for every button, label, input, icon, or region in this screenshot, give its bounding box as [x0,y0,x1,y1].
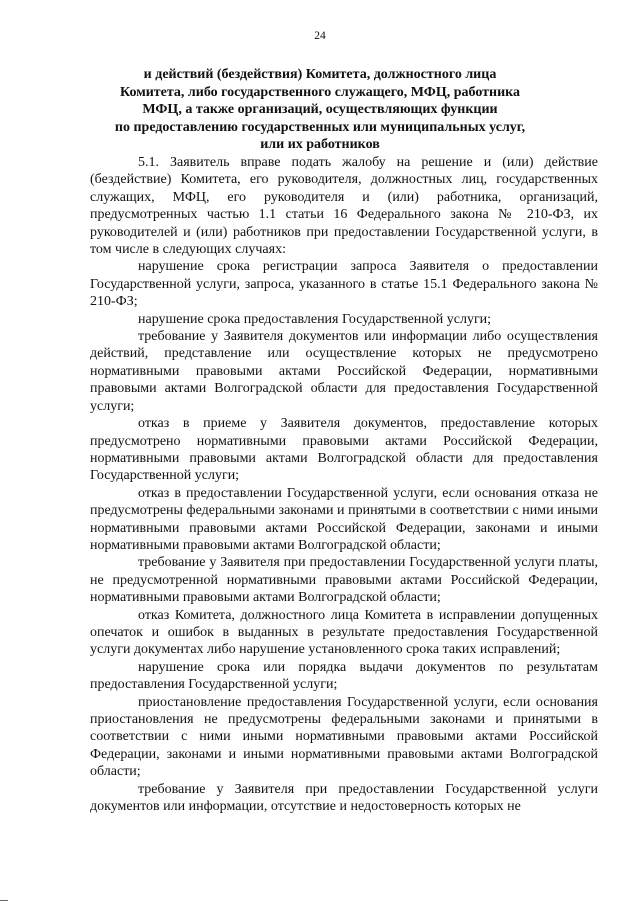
section-heading [80,66,560,154]
heading-line: МФЦ, а также организаций, осуществляющих функции [142,102,498,117]
heading-line: и действий (бездействия) Комитета, должностного лица [143,67,497,82]
paragraph-case: нарушение срока регистрации запроса Заявителя о предоставлении Государственной услуги, запроса, указанного в статье 15.1 Федерального закона № 210-ФЗ; [90,259,598,310]
paragraph-case: отказ Комитета, должностного лица Комитета в исправлении допущенных опечаток и ошибок в выданных в результате предоставления Государственной услуги документах либо нарушение установленного срока таких исправлений; [90,607,598,658]
scan-margin-mark [0,900,8,905]
paragraph-case: отказ в приеме у Заявителя документов, предоставление которых предусмотрено нормативными правовыми актами Российской Федерации, нормативными правовыми актами Волгоградской области для предоставления Государственной услуги; [90,416,598,484]
paragraph-case: приостановление предоставления Государственной услуги, если основания приостановления не предусмотрены федеральными законами и принятыми в соответствии с ними иными нормативными правовыми актами Российской Федерации, законами и иными нормативными правовыми актами Волгоградской области; [90,694,598,780]
paragraph-case: требование у Заявителя документов или информации либо осуществления действий, представление или осуществление которых не предусмотрено нормативными правовыми актами Российской Федерации, нормативными правовыми актами Волгоградской области для предоставления Государственной услуги; [90,329,598,414]
heading-line: или их работников [260,137,380,152]
paragraph-case: нарушение срока или порядка выдачи документов по результатам предоставления Государственной услуги; [90,659,598,693]
paragraph-intro: 5.1. Заявитель вправе подать жалобу на решение и (или) действие (бездействие) Комитета, его руководителя, должностных лиц, государственных служащих, МФЦ, его руководителя и (или) работника, организаций, предусмотренных частью 1.1 статьи 16 Федерального закона № 210-ФЗ, их руководителей и (или) работников при предоставлении Государственной услуги, в том числе в следующих случаях: [90,155,598,258]
heading-line: по предоставлению государственных или муниципальных услуг, [114,119,526,135]
body-text [90,154,598,815]
paragraph-case: отказ в предоставлении Государственной услуги, если основания отказа не предусмотрены федеральными законами и принятыми в соответствии с ними иными нормативными правовыми актами Российской Федерации, законами и иными нормативными правовыми актами Волгоградской области; [90,485,598,553]
heading-line: Комитета, либо государственного служащего, МФЦ, работника [120,84,520,100]
page-number: 24 [314,30,326,42]
paragraph-case: требование у Заявителя при предоставлении Государственной услуги документов или информации, отсутствие и недостоверность которых не [90,781,598,815]
paragraph-case: нарушение срока предоставления Государственной услуги; [138,311,492,327]
paragraph-case: требование у Заявителя при предоставлении Государственной услуги платы, не предусмотренной нормативными правовыми актами Российской Федерации, нормативными правовыми актами Волгоградской области; [90,555,598,606]
